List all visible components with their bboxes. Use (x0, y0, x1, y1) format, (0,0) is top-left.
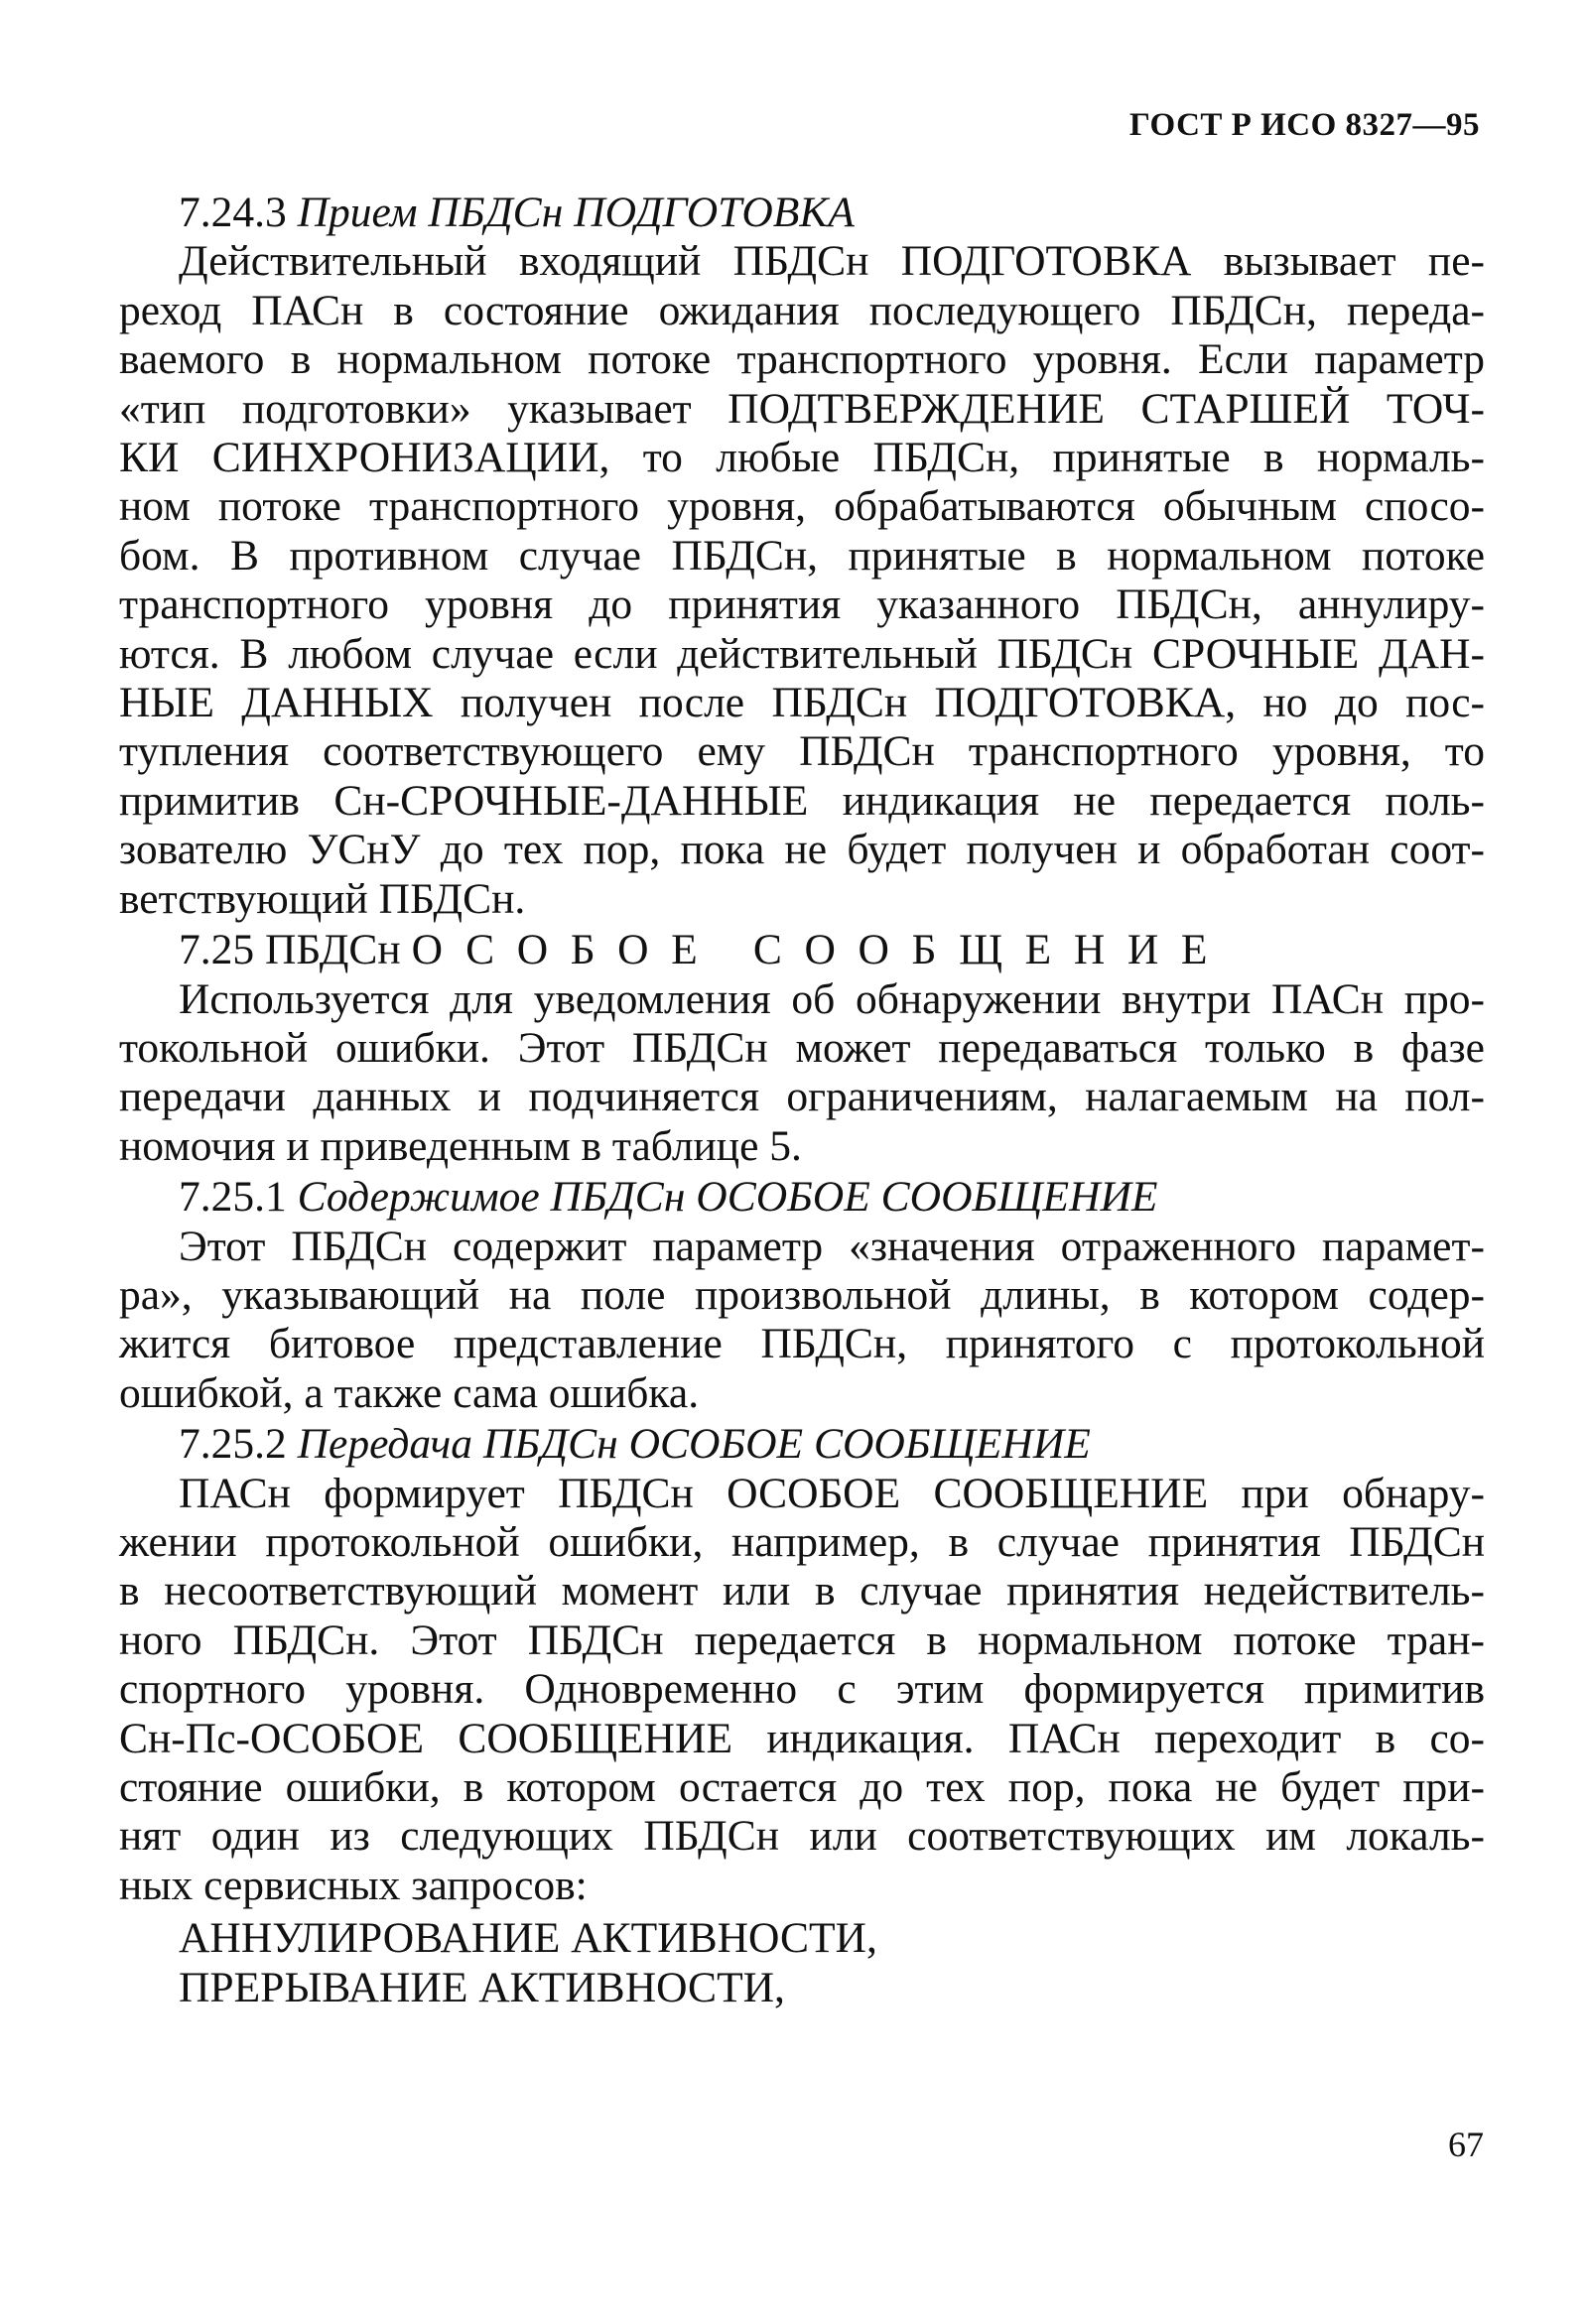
section-7-25-2-body (119, 1469, 1485, 1911)
list-item: ПРЕРЫВАНИЕ АКТИВНОСТИ, (179, 1963, 785, 2011)
text-line: КИ СИНХРОНИЗАЦИИ, то любые ПБДСн, принятые в нормаль- (119, 434, 1485, 482)
section-7-25-1-heading (179, 1173, 1485, 1222)
section-7-25-1-body (119, 1222, 1485, 1419)
page-content (119, 189, 1485, 2012)
section-7-25-body (119, 974, 1485, 1172)
section-title: Прием ПБДСн ПОДГОТОВКА (297, 189, 855, 236)
text-line: «тип подготовки» указывает ПОДТВЕРЖДЕНИЕ СТАРШЕЙ ТОЧ- (119, 384, 1485, 433)
text-line: ного ПБДСн. Этот ПБДСн передается в нормальном потоке тран- (119, 1615, 1485, 1664)
text-line: ном потоке транспортного уровня, обрабатываются обычным спосо- (119, 482, 1485, 531)
page-number: 67 (1448, 2125, 1484, 2164)
section-title-prefix: ПБДСн (265, 926, 401, 974)
text-line: ветствующий ПБДСн. (119, 874, 526, 923)
list-item: АННУЛИРОВАНИЕ АКТИВНОСТИ, (179, 1914, 877, 1963)
text-line: ра», указывающий на поле произвольной длины, в котором содер- (119, 1270, 1485, 1319)
text-line: ются. В любом случае если действительный ПБДСн СРОЧНЫЕ ДАН- (119, 629, 1485, 678)
text-line: токольной ошибки. Этот ПБДСн может передаваться только в фазе (119, 1023, 1485, 1072)
text-line: стояние ошибки, в котором остается до тех пор, пока не будет при- (119, 1763, 1485, 1811)
text-line: передачи данных и подчиняется ограничениям, налагаемым на пол- (119, 1073, 1485, 1121)
text-line: номочия и приведенным в таблице 5. (119, 1121, 802, 1170)
section-7-24-3-body (119, 237, 1485, 924)
text-line: ваемого в нормальном потоке транспортного уровня. Если параметр (119, 335, 1485, 384)
text-line: спортного уровня. Одновременно с этим формируется примитив (119, 1665, 1485, 1714)
section-title: Передача ПБДСн ОСОБОЕ СООБЩЕНИЕ (297, 1420, 1091, 1469)
section-number: 7.24.3 (179, 189, 287, 236)
text-line: Используется для уведомления об обнаружении внутри ПАСн про- (179, 974, 1485, 1023)
section-7-25-2-heading (179, 1420, 1485, 1469)
section-number: 7.25.2 (179, 1420, 287, 1469)
section-7-24-3-heading (179, 189, 1485, 237)
text-line: нят один из следующих ПБДСн или соответствующих им локаль- (119, 1812, 1485, 1861)
section-title-spaced: ОСОБОЕ СООБЩЕНИЕ (411, 926, 1231, 974)
section-number: 7.25.1 (179, 1173, 287, 1222)
text-line: транспортного уровня до принятия указанного ПБДСн, аннулиру- (119, 581, 1485, 629)
text-line: Действительный входящий ПБДСн ПОДГОТОВКА вызывает пе- (179, 237, 1485, 286)
text-line: тупления соответствующего ему ПБДСн транспортного уровня, то (119, 727, 1485, 776)
text-line: ных сервисных запросов: (119, 1861, 588, 1909)
text-line: жении протокольной ошибки, например, в случае принятия ПБДСн (119, 1517, 1485, 1566)
section-title: Содержимое ПБДСн ОСОБОЕ СООБЩЕНИЕ (297, 1173, 1158, 1222)
document-code-header: ГОСТ Р ИСО 8327—95 (1128, 107, 1480, 143)
text-line: жится битовое представление ПБДСн, принятого с протокольной (119, 1320, 1485, 1368)
text-line: Сн-Пс-ОСОБОЕ СООБЩЕНИЕ индикация. ПАСн переходит в со- (119, 1714, 1485, 1762)
text-line: реход ПАСн в состояние ожидания последующего ПБДСн, переда- (119, 286, 1485, 334)
text-line: Этот ПБДСн содержит параметр «значения отраженного парамет- (179, 1222, 1485, 1270)
request-list (179, 1914, 1485, 2012)
text-line: НЫЕ ДАННЫХ получен после ПБДСн ПОДГОТОВКА, но до пос- (119, 679, 1485, 727)
text-line: примитив Сн-СРОЧНЫЕ-ДАННЫЕ индикация не передается поль- (119, 776, 1485, 825)
text-line: ошибкой, а также сама ошибка. (119, 1368, 700, 1417)
text-line: бом. В противном случае ПБДСн, принятые в нормальном потоке (119, 531, 1485, 580)
text-line: зователю УСнУ до тех пор, пока не будет получен и обработан соот- (119, 826, 1485, 874)
section-7-25-heading (179, 926, 1485, 974)
text-line: в несоответствующий момент или в случае принятия недействитель- (119, 1567, 1485, 1615)
section-number: 7.25 (179, 926, 255, 974)
text-line: ПАСн формирует ПБДСн ОСОБОЕ СООБЩЕНИЕ при обнару- (179, 1469, 1485, 1517)
